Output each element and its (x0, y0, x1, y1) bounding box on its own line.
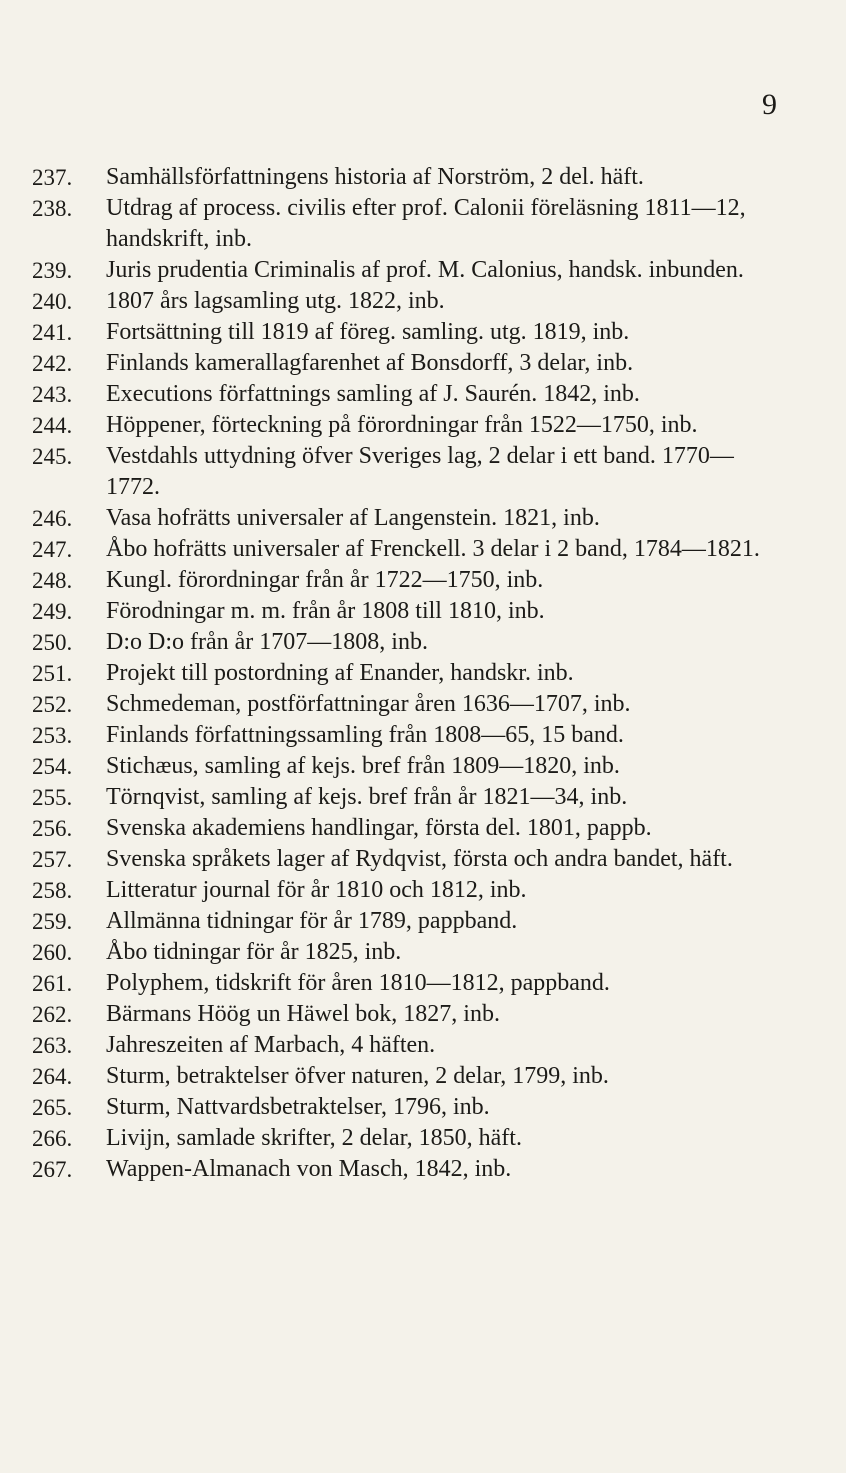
entry-text: Kungl. förordningar från år 1722—1750, inb. (106, 567, 544, 593)
entry-number: 253. (32, 723, 73, 748)
list-item (0, 689, 846, 720)
entry-number: 259. (32, 909, 73, 934)
entry-number: 240. (32, 289, 73, 314)
entry-number: 244. (32, 413, 73, 438)
entry-number: 266. (32, 1126, 73, 1151)
list-item (0, 379, 846, 410)
entry-text: Sturm, betraktelser öfver naturen, 2 delar, 1799, inb. (106, 1063, 609, 1089)
list-item (0, 658, 846, 689)
entry-text: Wappen-Almanach von Masch, 1842, inb. (106, 1156, 512, 1182)
entry-text: Förodningar m. m. från år 1808 till 1810, inb. (106, 598, 545, 624)
entry-number: 256. (32, 816, 73, 841)
list-item (0, 906, 846, 937)
entry-text: Törnqvist, samling af kejs. bref från år 1821—34, inb. (106, 784, 628, 810)
entry-number: 263. (32, 1033, 73, 1058)
entry-text: Finlands författningssamling från 1808—65, 15 band. (106, 722, 624, 748)
entry-number: 267. (32, 1157, 73, 1182)
list-item (0, 162, 846, 193)
entry-number: 260. (32, 940, 73, 965)
list-item (0, 813, 846, 844)
entry-number: 243. (32, 382, 73, 407)
list-item (0, 751, 846, 782)
entry-number: 255. (32, 785, 73, 810)
entry-text: Projekt till postordning af Enander, handskr. inb. (106, 660, 574, 686)
list-item (0, 255, 846, 286)
entry-text: Åbo hofrätts universaler af Frenckell. 3 delar i 2 band, 1784—1821. (106, 536, 760, 562)
entry-text: Executions författnings samling af J. Saurén. 1842, inb. (106, 381, 640, 407)
entry-number: 241. (32, 320, 73, 345)
list-item (0, 1030, 846, 1061)
list-item (0, 410, 846, 441)
entry-text: Svenska språkets lager af Rydqvist, första och andra bandet, häft. (106, 846, 733, 872)
entry-text: Åbo tidningar för år 1825, inb. (106, 939, 402, 965)
entry-number: 264. (32, 1064, 73, 1089)
entry-number: 262. (32, 1002, 73, 1027)
entry-text: Utdrag af process. civilis efter prof. Calonii föreläsning 1811—12, handskrift, inb. (106, 195, 746, 252)
entry-text: Litteratur journal för år 1810 och 1812, inb. (106, 877, 527, 903)
entry-text: Juris prudentia Criminalis af prof. M. Calonius, handsk. inbunden. (106, 257, 744, 283)
list-item (0, 1123, 846, 1154)
entry-text: Sturm, Nattvardsbetraktelser, 1796, inb. (106, 1094, 490, 1120)
entry-text: Schmedeman, postförfattningar åren 1636—1707, inb. (106, 691, 631, 717)
entry-text: Svenska akademiens handlingar, första del. 1801, pappb. (106, 815, 652, 841)
entry-text: Livijn, samlade skrifter, 2 delar, 1850, häft. (106, 1125, 522, 1151)
entry-number: 249. (32, 599, 73, 624)
list-item (0, 348, 846, 379)
entry-number: 257. (32, 847, 73, 872)
entry-number: 261. (32, 971, 73, 996)
entry-number: 252. (32, 692, 73, 717)
entry-text: Finlands kamerallagfarenhet af Bonsdorff, 3 delar, inb. (106, 350, 634, 376)
list-item (0, 999, 846, 1030)
page-number: 9 (762, 88, 777, 121)
list-item (0, 317, 846, 348)
entry-text: Vestdahls uttydning öfver Sveriges lag, 2 delar i ett band. 1770—1772. (106, 443, 734, 500)
entry-text: Jahreszeiten af Marbach, 4 häften. (106, 1032, 436, 1058)
entry-number: 247. (32, 537, 73, 562)
entry-text: Fortsättning till 1819 af föreg. samling. utg. 1819, inb. (106, 319, 630, 345)
list-item (0, 844, 846, 875)
list-item (0, 1061, 846, 1092)
entry-text: Bärmans Höög un Häwel bok, 1827, inb. (106, 1001, 500, 1027)
list-item (0, 596, 846, 627)
entry-number: 238. (32, 196, 73, 221)
list-item (0, 968, 846, 999)
list-item (0, 193, 846, 255)
entry-number: 265. (32, 1095, 73, 1120)
list-item (0, 1154, 846, 1185)
entry-text: Stichæus, samling af kejs. bref från 1809—1820, inb. (106, 753, 620, 779)
list-item (0, 720, 846, 751)
list-item (0, 627, 846, 658)
entry-text: 1807 års lagsamling utg. 1822, inb. (106, 288, 445, 314)
list-item (0, 503, 846, 534)
list-item (0, 782, 846, 813)
entry-number: 251. (32, 661, 73, 686)
entry-text: Vasa hofrätts universaler af Langenstein. 1821, inb. (106, 505, 600, 531)
entry-number: 237. (32, 165, 73, 190)
entry-number: 246. (32, 506, 73, 531)
entry-text: Höppener, förteckning på förordningar från 1522—1750, inb. (106, 412, 698, 438)
entry-number: 254. (32, 754, 73, 779)
list-item (0, 534, 846, 565)
entry-number: 239. (32, 258, 73, 283)
entry-text: Allmänna tidningar för år 1789, pappband. (106, 908, 518, 934)
entry-text: Samhällsförfattningens historia af Norström, 2 del. häft. (106, 164, 644, 190)
list-item (0, 875, 846, 906)
entry-text: Polyphem, tidskrift för åren 1810—1812, pappband. (106, 970, 610, 996)
list-item (0, 286, 846, 317)
entry-number: 248. (32, 568, 73, 593)
entry-number: 258. (32, 878, 73, 903)
entry-number: 245. (32, 444, 73, 469)
entry-list (0, 162, 846, 1185)
entry-number: 250. (32, 630, 73, 655)
list-item (0, 1092, 846, 1123)
list-item (0, 565, 846, 596)
list-item (0, 441, 846, 503)
entry-number: 242. (32, 351, 73, 376)
list-item (0, 937, 846, 968)
entry-text: D:o D:o från år 1707—1808, inb. (106, 629, 428, 655)
